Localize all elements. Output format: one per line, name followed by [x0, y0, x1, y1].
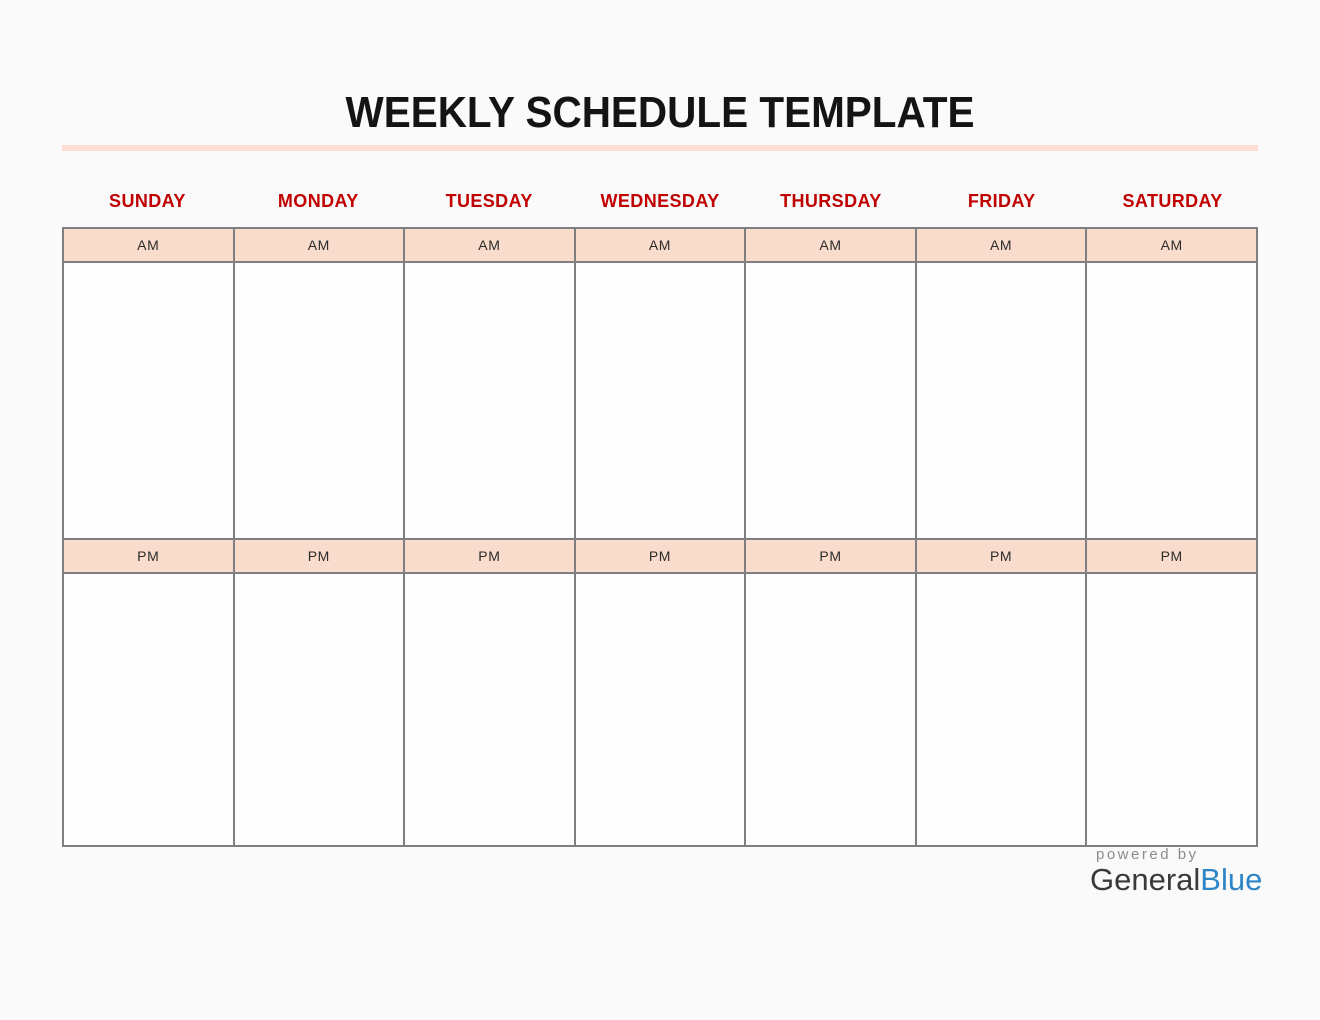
period-band-row-am	[63, 228, 1257, 262]
period-header-am-tuesday: AM	[404, 228, 575, 262]
schedule-cell-pm-tuesday[interactable]	[404, 573, 575, 846]
schedule-table	[62, 227, 1258, 847]
powered-by-label: powered by	[1096, 846, 1199, 863]
schedule-cell-pm-wednesday[interactable]	[575, 573, 746, 846]
schedule-cell-am-friday[interactable]	[916, 262, 1087, 539]
period-header-am-sunday: AM	[63, 228, 234, 262]
schedule-cell-am-monday[interactable]	[234, 262, 405, 539]
period-header-am-thursday: AM	[745, 228, 916, 262]
day-label-monday: MONDAY	[277, 191, 359, 211]
period-header-am-wednesday: AM	[575, 228, 746, 262]
schedule-cell-pm-thursday[interactable]	[745, 573, 916, 846]
brand-logo	[1090, 864, 1290, 896]
day-label-saturday: SATURDAY	[1122, 191, 1223, 211]
day-label-friday: FRIDAY	[967, 191, 1036, 211]
day-label-wednesday: WEDNESDAY	[600, 191, 720, 211]
period-header-pm-wednesday: PM	[575, 539, 746, 573]
page-title: WEEKLY SCHEDULE TEMPLATE	[345, 88, 975, 137]
brand-blue-text: Blue	[1200, 862, 1263, 897]
schedule-cell-am-wednesday[interactable]	[575, 262, 746, 539]
period-header-am-saturday: AM	[1086, 228, 1257, 262]
schedule-cell-pm-saturday[interactable]	[1086, 573, 1257, 846]
period-header-am-monday: AM	[234, 228, 405, 262]
period-header-pm-thursday: PM	[745, 539, 916, 573]
brand-general-text: General	[1090, 862, 1201, 897]
period-header-pm-monday: PM	[234, 539, 405, 573]
day-label-sunday: SUNDAY	[109, 191, 186, 211]
period-band-row-pm	[63, 539, 1257, 573]
period-header-pm-saturday: PM	[1086, 539, 1257, 573]
period-header-am-friday: AM	[916, 228, 1087, 262]
schedule-cell-am-thursday[interactable]	[745, 262, 916, 539]
period-header-pm-sunday: PM	[63, 539, 234, 573]
period-header-pm-tuesday: PM	[404, 539, 575, 573]
schedule-cell-am-sunday[interactable]	[63, 262, 234, 539]
schedule-cell-pm-friday[interactable]	[916, 573, 1087, 846]
title-divider	[62, 145, 1258, 151]
period-header-pm-friday: PM	[916, 539, 1087, 573]
entry-row-pm	[63, 573, 1257, 846]
day-label-tuesday: TUESDAY	[445, 191, 533, 211]
day-label-thursday: THURSDAY	[780, 191, 882, 211]
schedule-cell-pm-sunday[interactable]	[63, 573, 234, 846]
schedule-cell-am-tuesday[interactable]	[404, 262, 575, 539]
schedule-cell-am-saturday[interactable]	[1086, 262, 1257, 539]
day-header-row	[62, 188, 1258, 214]
brand-footer	[1090, 846, 1290, 896]
entry-row-am	[63, 262, 1257, 539]
schedule-cell-pm-monday[interactable]	[234, 573, 405, 846]
